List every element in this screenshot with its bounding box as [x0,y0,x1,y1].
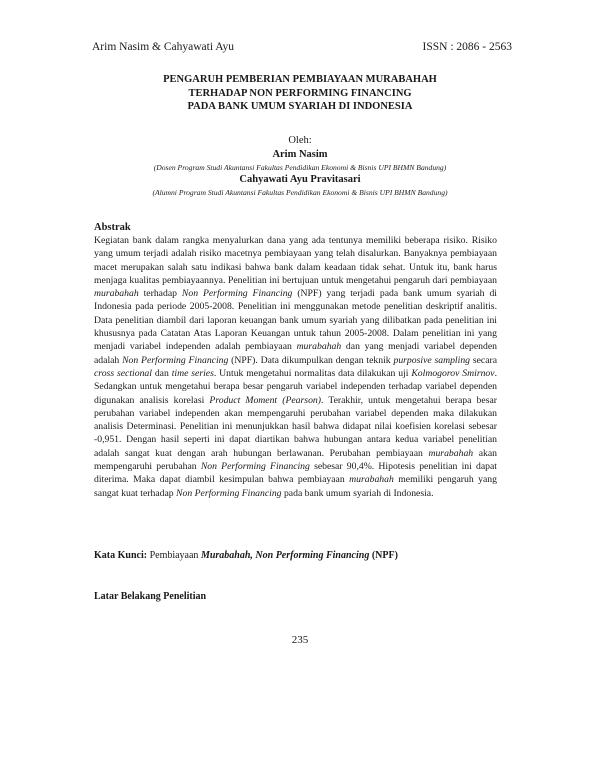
abstract-body: Kegiatan bank dalam rangka menyalurkan dana yang ada tentunya memiliki beberapa risiko. Risiko yang umum terjadi adalah risiko macetnya pembiayaan yang telah disalurkan. Banyaknya pembiayaan macet merupakan salah satu indikasi bahwa bank dalam keadaan tidak sehat. Untuk itu, bank harus menjaga kualitas pembiayaannya. Penelitian ini bertujuan untuk mengetahui pengaruh dari pembiayaan murabahah terhadap Non Performing Financing (NPF) yang terjadi pada bank umum syariah di Indonesia pada periode 2005-2008. Penelitian ini menggunakan metode penelitian deskriptif analitis. Data penelitian diambil dari laporan keuangan bank umum syariah yang dilibatkan pada penelitian ini khususnya pada Catatan Atas Laporan Keuangan untuk tahun 2005-2008. Dalam penelitian ini yang menjadi variabel independen adalah pembiayaan murabahah dan yang menjadi variabel dependen adalah Non Performing Financing (NPF). Data dikumpulkan dengan teknik purposive sampling secara cross sectional dan time series. Untuk mengetahui normalitas data dilakukan uji Kolmogorov Smirnov. Sedangkan untuk mengetahui berapa besar pengaruh variabel independen terhadap variabel dependen digunakan analisis korelasi Product Moment (Pearson). Terakhir, untuk mengetahui berapa besar perubahan variabel independen akan mempengaruhi perubahan variabel dependen maka dilakukan analisis Determinasi. Penelitian ini menunjukkan hasil bahwa didapat nilai koefisien korelasi sebesar -0,951. Dengan hasil seperti ini dapat diartikan bahwa hubungan antara kedua variabel penelitian adalah sangat kuat dengan arah hubungan berlawanan. Perubahan pembiayaan murabahah akan mempengaruhi perubahan Non Performing Financing sebesar 90,4%. Hipotesis penelitian ini dapat diterima. Maka dapat diambil kesimpulan bahwa pembiayaan murabahah memiliki pengaruh yang sangat kuat terhadap Non Performing Financing pada bank umum syariah di Indonesia. [94,235,498,499]
paper-title [0,73,600,114]
byline: Oleh: [288,135,312,146]
title-line-1: PENGARUH PEMBERIAN PEMBIAYAAN MURABAHAH [163,74,437,85]
running-header [92,41,512,53]
title-line-3: PADA BANK UMUM SYARIAH DI INDONESIA [187,101,413,112]
title-line-2: TERHADAP NON PERFORMING FINANCING [188,87,412,99]
author-2-name: Cahyawati Ayu Pravitasari [239,174,361,185]
header-authors: Arim Nasim & Cahyawati Ayu [92,41,235,53]
header-issn: ISSN : 2086 - 2563 [422,41,512,53]
abstract-heading: Abstrak [94,222,131,233]
page-number: 235 [291,634,309,646]
keywords-terms: Murabahah, Non Performing Financing [200,550,370,561]
author-2-affiliation: (Alumni Program Studi Akuntansi Fakultas Pendidikan Ekonomi & Bisnis UPI BHMN Bandung) [152,188,448,197]
keywords-label: Kata Kunci: [94,550,148,561]
section-heading: Latar Belakang Penelitian [94,591,207,602]
author-1-name: Arim Nasim [272,149,328,160]
author-1-affiliation: (Dosen Program Studi Akuntansi Fakultas Pendidikan Ekonomi & Bisnis UPI BHMN Bandung) [153,163,447,172]
keywords: Kata Kunci: Pembiayaan Murabahah, Non Performing Financing (NPF) [94,550,398,561]
